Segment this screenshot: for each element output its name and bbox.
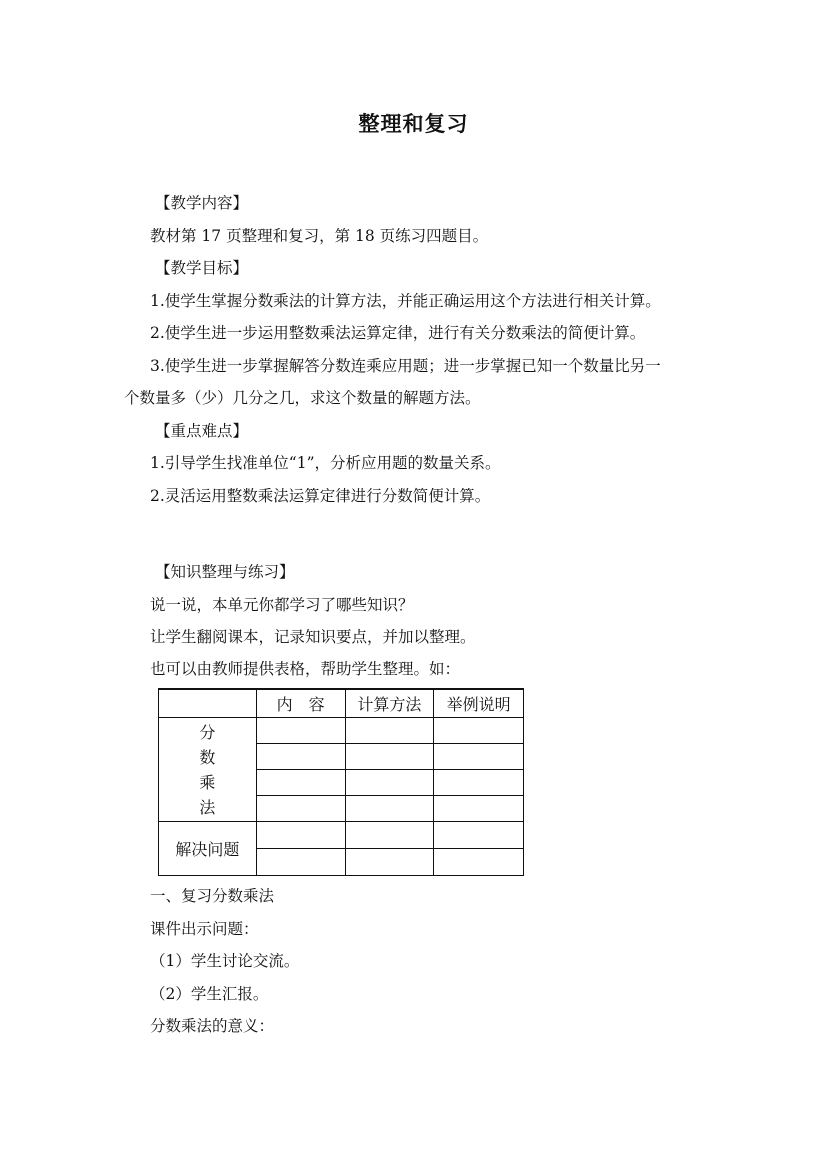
goal-3-line-1: 3.使学生进一步掌握解答分数连乘应用题；进一步掌握已知一个数量比另一 — [150, 357, 661, 375]
table-cell — [434, 822, 524, 849]
section-heading-key-points: 【重点难点】 — [155, 422, 249, 440]
table-header-example: 举例说明 — [434, 689, 524, 718]
row-label-char: 数 — [199, 747, 216, 767]
table-header-blank — [159, 689, 257, 718]
section-heading-content: 【教学内容】 — [155, 194, 249, 212]
table-row — [159, 718, 524, 744]
row-label-char: 乘 — [199, 772, 216, 792]
table-cell — [434, 849, 524, 876]
table-cell — [256, 796, 345, 822]
table-cell — [345, 849, 434, 876]
table-header-method: 计算方法 — [345, 689, 434, 718]
content-text: 教材第 17 页整理和复习，第 18 页练习四题目。 — [150, 227, 489, 245]
table-cell — [434, 744, 524, 770]
table-cell — [256, 822, 345, 849]
table-cell — [345, 822, 434, 849]
table-cell — [256, 849, 345, 876]
key-point-1: 1.引导学生找准单位“1”，分析应用题的数量关系。 — [150, 454, 501, 472]
table-cell — [434, 796, 524, 822]
table-cell — [256, 770, 345, 796]
table-cell — [256, 718, 345, 744]
table-header-content: 内 容 — [256, 689, 345, 718]
key-point-2: 2.灵活运用整数乘法运算定律进行分数简便计算。 — [150, 487, 491, 505]
row-label-char: 分 — [199, 722, 216, 742]
table-cell — [345, 744, 434, 770]
review-heading: 一、复习分数乘法 — [150, 887, 275, 905]
review-line-4: 分数乘法的意义： — [150, 1017, 275, 1035]
table-row — [159, 822, 524, 849]
row-label-problem-solving: 解决问题 — [159, 822, 257, 876]
row-label-fraction-multiplication — [159, 718, 257, 822]
review-line-2: （1）学生讨论交流。 — [150, 952, 300, 970]
table-cell — [345, 718, 434, 744]
goal-1: 1.使学生掌握分数乘法的计算方法，并能正确运用这个方法进行相关计算。 — [150, 292, 661, 310]
document-title: 整理和复习 — [358, 111, 469, 136]
practice-line-1: 说一说，本单元你都学习了哪些知识？ — [150, 596, 414, 614]
row-label-char: 法 — [199, 797, 216, 817]
practice-line-2: 让学生翻阅课本，记录知识要点，并加以整理。 — [150, 628, 476, 646]
review-line-3: （2）学生汇报。 — [150, 985, 269, 1003]
review-line-1: 课件出示问题： — [150, 920, 259, 938]
goal-3-line-2: 个数量多（少）几分之几，求这个数量的解题方法。 — [124, 389, 481, 407]
section-heading-goals: 【教学目标】 — [155, 259, 249, 277]
table-cell — [345, 770, 434, 796]
table-cell — [434, 718, 524, 744]
section-heading-practice: 【知识整理与练习】 — [155, 563, 295, 581]
goal-2: 2.使学生进一步运用整数乘法运算定律，进行有关分数乘法的简便计算。 — [150, 324, 646, 342]
table-header-row — [159, 689, 524, 718]
table-cell — [345, 796, 434, 822]
summary-table — [158, 688, 524, 876]
table-cell — [256, 744, 345, 770]
practice-line-3: 也可以由教师提供表格，帮助学生整理。如： — [150, 660, 461, 678]
table-cell — [434, 770, 524, 796]
